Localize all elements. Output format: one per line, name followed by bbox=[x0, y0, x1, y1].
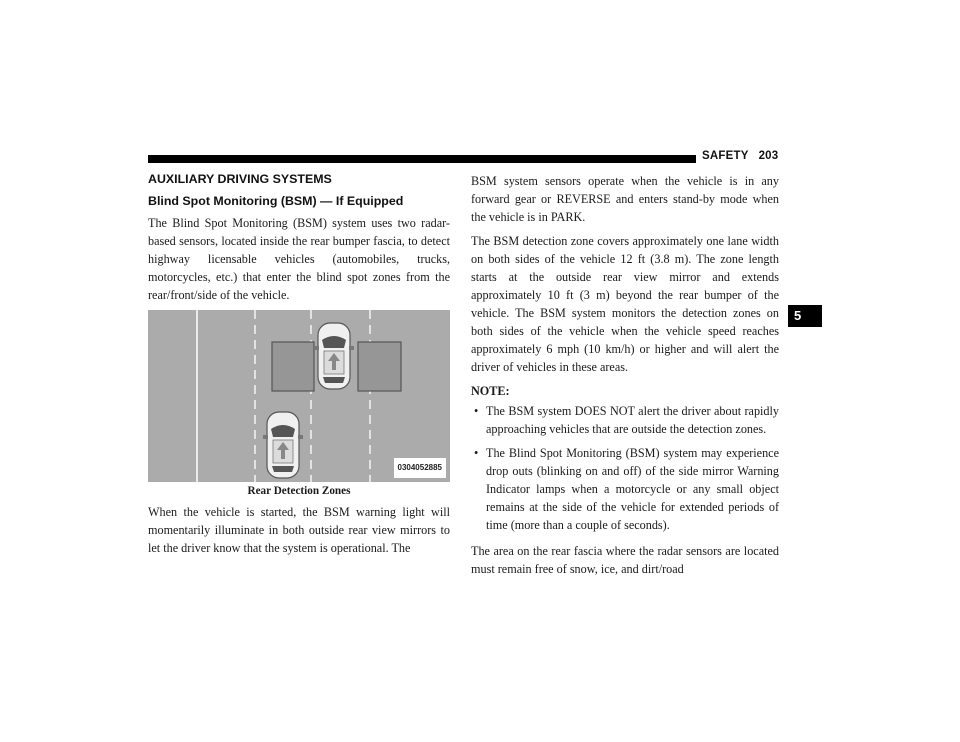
bullet-icon: • bbox=[474, 404, 479, 418]
note-text: The BSM system DOES NOT alert the driver about rapidly approaching vehicles that are outside the detection zones. bbox=[486, 404, 779, 436]
right-column bbox=[471, 172, 779, 584]
note-list bbox=[471, 402, 779, 534]
left-column bbox=[148, 172, 450, 563]
continuation-paragraph: BSM system sensors operate when the vehicle is in any forward gear or REVERSE and enters stand-by mode when the vehicle is in PARK. bbox=[471, 174, 779, 224]
section-title: SAFETY bbox=[702, 150, 749, 162]
note-text: The Blind Spot Monitoring (BSM) system may experience drop outs (blinking on and off) of the side mirror Warning Indicator lamps when a motorcycle or any small object remains at the side of the vehicle for extended periods of time (more than a couple of seconds). bbox=[486, 446, 779, 532]
left-detection-zone bbox=[272, 342, 314, 391]
page-number: 203 bbox=[758, 150, 779, 162]
detection-zone-paragraph: The BSM detection zone covers approximately one lane width on both sides of the vehicle 12 ft (3.8 m). The zone length starts at the outside rear view mirror and extends approximately 10 ft (3 m) beyond the rear bumper of the vehicle. The BSM system monitors the detection zones on both sides of the vehicle when the vehicle speed reaches approximately 6 mph (10 km/h) or higher and will alert the driver of vehicles in these areas. bbox=[471, 234, 779, 374]
host-car bbox=[314, 323, 354, 389]
running-header bbox=[702, 150, 778, 162]
note-item bbox=[471, 444, 779, 534]
section-heading: AUXILIARY DRIVING SYSTEMS bbox=[148, 172, 332, 186]
road-diagram bbox=[148, 310, 450, 482]
figure-id: 0304052885 bbox=[394, 458, 447, 478]
header-rule bbox=[148, 155, 696, 163]
final-paragraph: The area on the rear fascia where the radar sensors are located must remain free of snow, ice, and dirt/road bbox=[471, 544, 779, 576]
right-detection-zone bbox=[358, 342, 401, 391]
bullet-icon: • bbox=[474, 446, 479, 460]
other-car bbox=[263, 412, 303, 478]
rear-detection-zones-figure bbox=[148, 310, 450, 482]
chapter-tab: 5 bbox=[788, 305, 822, 327]
figure-caption: Rear Detection Zones bbox=[247, 485, 351, 497]
intro-paragraph: The Blind Spot Monitoring (BSM) system uses two radar-based sensors, located inside the rear bumper fascia, to detect highway licensable vehicles (automobiles, trucks, motorcycles, etc.) that enter the blind spot zones from the rear/front/side of the vehicle. bbox=[148, 216, 450, 302]
subsection-heading: Blind Spot Monitoring (BSM) — If Equipped bbox=[148, 194, 404, 208]
note-label: NOTE: bbox=[471, 384, 510, 398]
after-figure-paragraph: When the vehicle is started, the BSM warning light will momentarily illuminate in both outside rear view mirrors to let the driver know that the system is operational. The bbox=[148, 505, 450, 555]
note-item bbox=[471, 402, 779, 438]
